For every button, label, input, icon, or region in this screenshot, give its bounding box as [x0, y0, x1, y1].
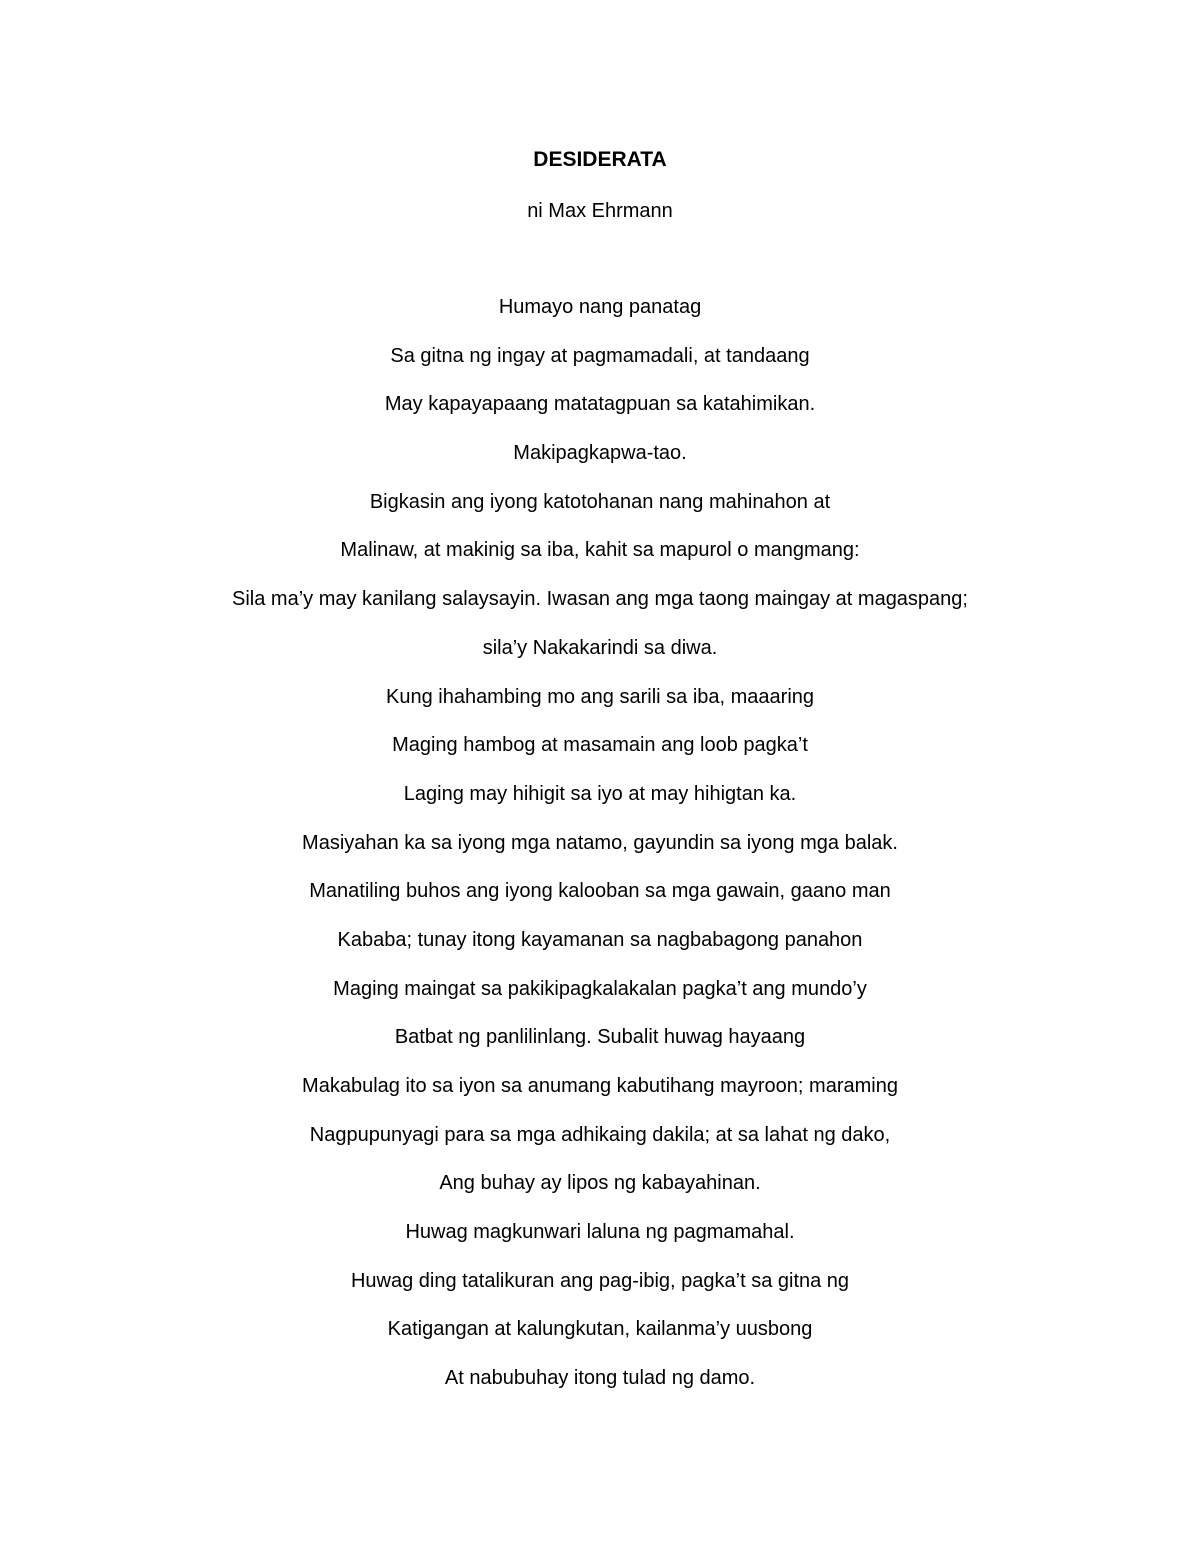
poem-line: Kababa; tunay itong kayamanan sa nagbabagong panahon — [337, 928, 863, 951]
poem-line: Katigangan at kalungkutan, kailanma’y uusbong — [387, 1318, 813, 1341]
poem-body — [0, 293, 1200, 1413]
poem-title: DESIDERATA — [533, 148, 667, 171]
poem-line: Laging may hihigit sa iyo at may hihigtan ka. — [403, 782, 797, 805]
poem-author: ni Max Ehrmann — [527, 200, 673, 222]
poem-line: Malinaw, at makinig sa iba, kahit sa mapurol o mangmang: — [340, 539, 860, 562]
poem-line: Makipagkapwa-tao. — [513, 442, 687, 465]
poem-line: Sila ma’y may kanilang salaysayin. Iwasan ang mga taong maingay at magaspang; — [232, 588, 968, 611]
poem-line: Bigkasin ang iyong katotohanan nang mahinahon at — [369, 490, 831, 513]
poem-line: Kung ihahambing mo ang sarili sa iba, maaaring — [385, 685, 815, 708]
poem-line: Sa gitna ng ingay at pagmamadali, at tandaang — [390, 344, 810, 367]
poem-line: Ang buhay ay lipos ng kabayahinan. — [439, 1172, 761, 1195]
poem-line: Huwag magkunwari laluna ng pagmamahal. — [405, 1221, 795, 1244]
poem-line: Makabulag ito sa iyon sa anumang kabutihang mayroon; maraming — [302, 1075, 898, 1097]
poem-line: Nagpupunyagi para sa mga adhikaing dakila; at sa lahat ng dako, — [309, 1123, 891, 1146]
poem-line: May kapayapaang matatagpuan sa katahimikan. — [384, 393, 816, 416]
poem-line: sila’y Nakakarindi sa diwa. — [482, 636, 718, 659]
poem-line: Manatiling buhos ang iyong kalooban sa mga gawain, gaano man — [309, 880, 891, 903]
poem-line: Maging hambog at masamain ang loob pagka’t — [392, 734, 808, 757]
poem-line: Masiyahan ka sa iyong mga natamo, gayundin sa iyong mga balak. — [302, 831, 898, 854]
poem-line: Huwag ding tatalikuran ang pag-ibig, pagka’t sa gitna ng — [350, 1269, 850, 1292]
poem-line: Humayo nang panatag — [498, 296, 702, 318]
poem-line: At nabubuhay itong tulad ng damo. — [444, 1367, 756, 1390]
poem-line: Batbat ng panlilinlang. Subalit huwag hayaang — [394, 1026, 806, 1049]
poem-line: Maging maingat sa pakikipagkalakalan pagka’t ang mundo’y — [333, 977, 867, 1000]
